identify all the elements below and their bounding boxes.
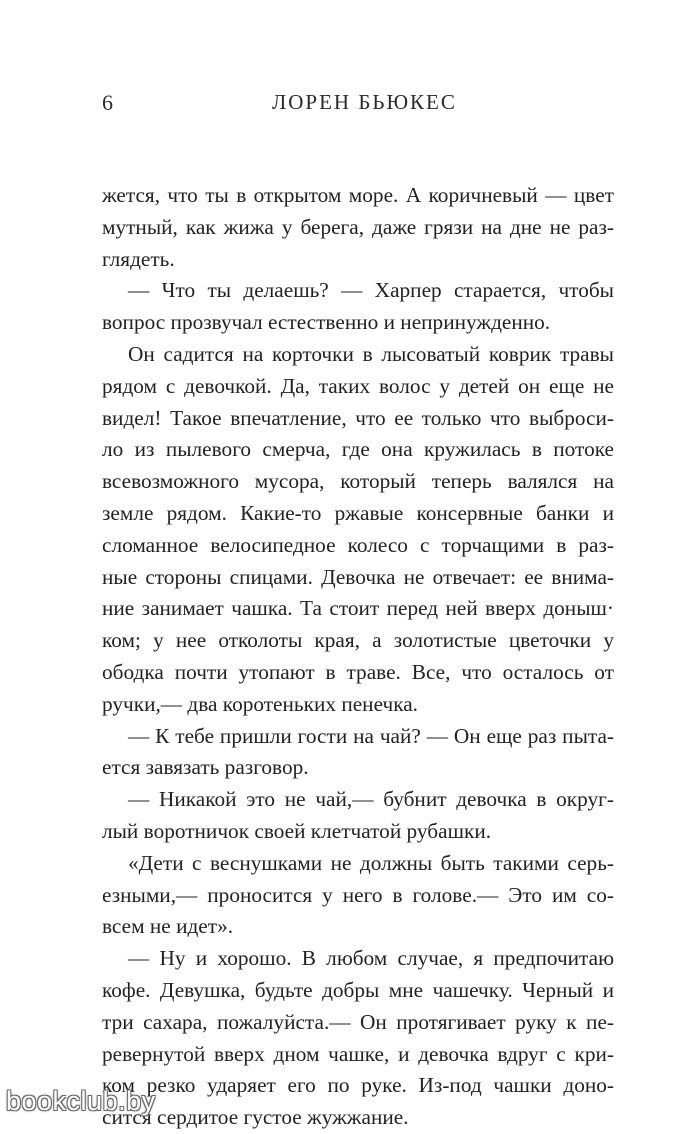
text-line: сломанное велосипедное колесо с торчащими в раз- (102, 532, 614, 557)
text-line: Он садится на корточки в лысоватый коврик травы (128, 341, 614, 366)
text-line: ком; у нее отколоты края, а золотистые цветочки у (102, 628, 614, 653)
text-line: три сахара, пожалуйста.— Он протягивает руку к пе- (102, 1009, 614, 1034)
text-line: глядеть. (102, 246, 175, 271)
watermark-logo: bookclub.by (6, 1086, 156, 1116)
text-line: всевозможного мусора, который теперь валялся на (102, 469, 614, 494)
text-line: жется, что ты в открытом море. А коричневый — цвет (102, 183, 614, 207)
text-line: сится сердитое густое жужжание. (102, 1105, 409, 1130)
text-line: — Что ты делаешь? — Харпер старается, чтобы (128, 278, 614, 303)
text-line: ется завязать разговор. (102, 755, 309, 780)
text-line: «Дети с веснушками не должны быть такими серь- (128, 850, 614, 875)
text-line: — Никакой это не чай,— бубнит девочка в округ- (128, 787, 614, 812)
text-line: ло из пылевого смерча, где она кружилась в потоке (102, 437, 614, 462)
running-head (102, 90, 602, 118)
text-line: кофе. Девушка, будьте добры мне чашечку. Черный и (102, 977, 614, 1002)
text-line: рядом с девочкой. Да, таких волос у детей он еще не (102, 373, 614, 398)
text-line: ободка почти утопают в траве. Все, что осталось от (102, 659, 614, 684)
text-line: ручки,— два коротеньких пенечка. (102, 691, 419, 716)
text-line: езными,— проносится у него в голове.— Это им со- (102, 882, 614, 907)
text-line: вопрос прозвучал естественно и непринужденно. (102, 310, 551, 335)
running-title-author: ЛОРЕН БЬЮКЕС (272, 90, 457, 114)
text-line: всем не идет». (102, 914, 234, 939)
text-line: ком резко ударяет его по руке. Из-под чашки доно- (102, 1073, 614, 1098)
text-line: земле рядом. Какие-то ржавые консервные банки и (102, 500, 614, 525)
body-text (102, 180, 614, 1134)
text-line: ные стороны спицами. Девочка не отвечает: ее внима- (102, 564, 614, 589)
text-line: мутный, как жижа у берега, даже грязи на дне не раз- (102, 214, 614, 239)
text-line: ние занимает чашка. Та стоит перед ней вверх доныш· (102, 596, 614, 621)
text-line: лый воротничок своей клетчатой рубашки. (102, 818, 492, 843)
text-line: видел! Такое впечатление, что ее только что выброси- (102, 405, 614, 430)
text-line: — Ну и хорошо. В любом случае, я предпочитаю (128, 946, 614, 971)
page-number: 6 (102, 90, 113, 115)
text-line: ревернутой вверх дном чашке, и девочка вдруг с кри- (102, 1041, 614, 1066)
text-line: — К тебе пришли гости на чай? — Он еще раз пыта- (128, 723, 614, 748)
